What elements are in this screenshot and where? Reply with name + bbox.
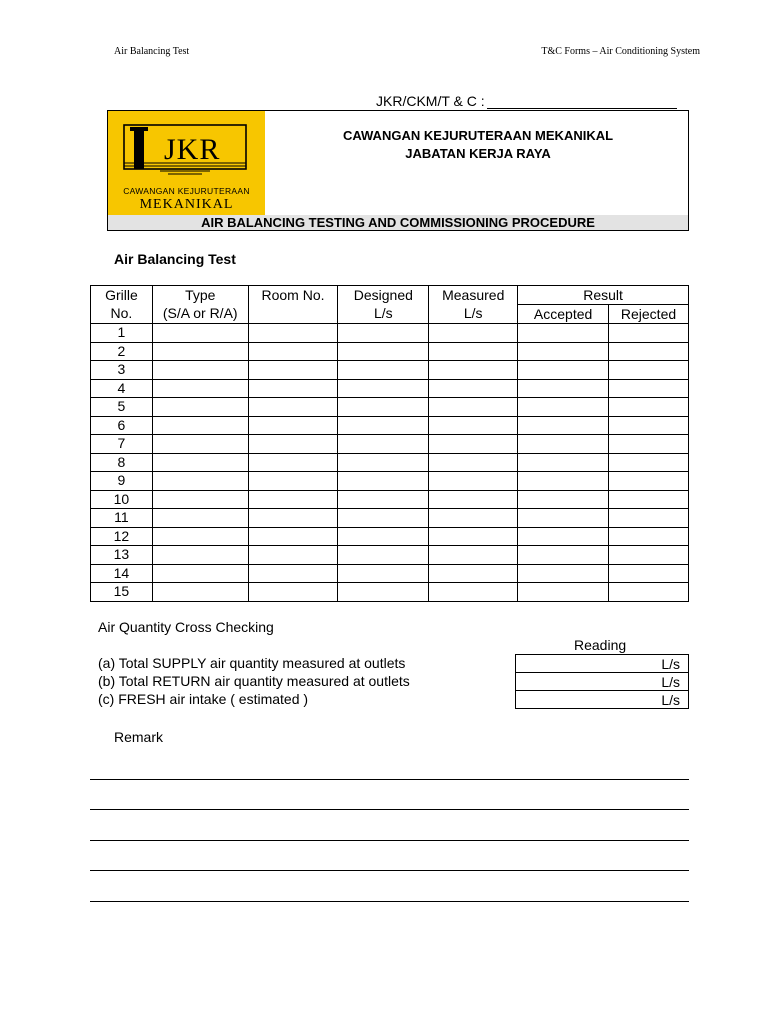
- table-row: [91, 453, 689, 472]
- designed-cell[interactable]: [338, 509, 429, 528]
- designed-cell[interactable]: [338, 527, 429, 546]
- designed-cell[interactable]: [338, 472, 429, 491]
- grille-no-cell: 11: [91, 509, 153, 528]
- reading-table: [515, 654, 689, 709]
- logo-text: JKR: [164, 133, 221, 166]
- type-cell[interactable]: [152, 490, 248, 509]
- designed-cell[interactable]: [338, 361, 429, 380]
- logo-subtitle-1: CAWANGAN KEJURUTERAAN: [123, 186, 250, 196]
- accepted-cell[interactable]: [518, 490, 609, 509]
- grille-no-cell: 14: [91, 564, 153, 583]
- rejected-cell[interactable]: [609, 324, 689, 343]
- measured-cell[interactable]: [429, 324, 518, 343]
- type-cell[interactable]: [152, 342, 248, 361]
- section-title: Air Balancing Test: [114, 251, 236, 267]
- remark-label: Remark: [114, 729, 164, 745]
- cross-check-item: (b) Total RETURN air quantity measured at outlets: [98, 673, 410, 689]
- cross-check-title: Air Quantity Cross Checking: [98, 619, 274, 635]
- department-line-2: JABATAN KERJA RAYA: [405, 146, 551, 161]
- header-rejected: Rejected: [609, 305, 689, 324]
- measured-cell[interactable]: [429, 342, 518, 361]
- rejected-cell[interactable]: [609, 472, 689, 491]
- department-line-1: CAWANGAN KEJURUTERAAN MEKANIKAL: [342, 128, 614, 143]
- reference-label: JKR/CKM/T & C :: [376, 93, 485, 109]
- grille-no-cell: 15: [91, 583, 153, 602]
- room-no-cell[interactable]: [248, 546, 338, 565]
- room-no-cell[interactable]: [248, 435, 338, 454]
- type-cell[interactable]: [152, 546, 248, 565]
- jkr-emblem-icon: [120, 119, 252, 177]
- table-row: [91, 361, 689, 380]
- type-cell[interactable]: [152, 564, 248, 583]
- table-row: [91, 435, 689, 454]
- designed-cell[interactable]: [338, 453, 429, 472]
- type-cell[interactable]: [152, 583, 248, 602]
- header-grille-no: Grille No.: [91, 286, 153, 324]
- table-row: [91, 490, 689, 509]
- procedure-title: AIR BALANCING TESTING AND COMMISSIONING PROCEDURE: [108, 215, 688, 230]
- accepted-cell[interactable]: [518, 472, 609, 491]
- accepted-cell[interactable]: [518, 453, 609, 472]
- rejected-cell[interactable]: [609, 416, 689, 435]
- type-cell[interactable]: [152, 435, 248, 454]
- accepted-cell[interactable]: [518, 546, 609, 565]
- type-cell[interactable]: [152, 453, 248, 472]
- grille-no-cell: 8: [91, 453, 153, 472]
- room-no-cell[interactable]: [248, 398, 338, 417]
- rejected-cell[interactable]: [609, 379, 689, 398]
- type-cell[interactable]: [152, 509, 248, 528]
- accepted-cell[interactable]: [518, 435, 609, 454]
- cross-check-item: (c) FRESH air intake ( estimated ): [98, 691, 309, 707]
- type-cell[interactable]: [152, 416, 248, 435]
- header-banner: [107, 110, 689, 231]
- reading-cell-fresh[interactable]: L/s: [516, 691, 689, 709]
- grille-no-cell: 2: [91, 342, 153, 361]
- room-no-cell[interactable]: [248, 453, 338, 472]
- designed-cell[interactable]: [338, 583, 429, 602]
- designed-cell[interactable]: [338, 490, 429, 509]
- grille-no-cell: 5: [91, 398, 153, 417]
- rejected-cell[interactable]: [609, 398, 689, 417]
- grille-no-cell: 1: [91, 324, 153, 343]
- remark-line[interactable]: [90, 901, 689, 902]
- grille-no-cell: 7: [91, 435, 153, 454]
- designed-cell[interactable]: [338, 546, 429, 565]
- type-cell[interactable]: [152, 361, 248, 380]
- measured-cell[interactable]: [429, 583, 518, 602]
- header-designed: Designed L/s: [338, 286, 429, 324]
- measured-cell[interactable]: [429, 546, 518, 565]
- reading-cell-supply[interactable]: L/s: [516, 655, 689, 673]
- measured-cell[interactable]: [429, 509, 518, 528]
- room-no-cell[interactable]: [248, 583, 338, 602]
- accepted-cell[interactable]: [518, 379, 609, 398]
- measured-cell[interactable]: [429, 435, 518, 454]
- measured-cell[interactable]: [429, 379, 518, 398]
- designed-cell[interactable]: [338, 416, 429, 435]
- grille-no-cell: 9: [91, 472, 153, 491]
- accepted-cell[interactable]: [518, 416, 609, 435]
- remark-line[interactable]: [90, 779, 689, 780]
- header-room-no: Room No.: [248, 286, 338, 324]
- table-row: [91, 527, 689, 546]
- rejected-cell[interactable]: [609, 546, 689, 565]
- reading-label: Reading: [574, 637, 627, 653]
- type-cell[interactable]: [152, 472, 248, 491]
- accepted-cell[interactable]: [518, 342, 609, 361]
- reference-field[interactable]: [376, 93, 677, 109]
- table-row: [91, 546, 689, 565]
- type-cell[interactable]: [152, 324, 248, 343]
- grille-no-cell: 10: [91, 490, 153, 509]
- logo-subtitle-2: MEKANIKAL: [139, 197, 234, 212]
- accepted-cell[interactable]: [518, 324, 609, 343]
- rejected-cell[interactable]: [609, 342, 689, 361]
- accepted-cell[interactable]: [518, 361, 609, 380]
- header-type: Type (S/A or R/A): [152, 286, 248, 324]
- type-cell[interactable]: [152, 527, 248, 546]
- designed-cell[interactable]: [338, 564, 429, 583]
- reference-blank-line[interactable]: [487, 94, 677, 109]
- designed-cell[interactable]: [338, 379, 429, 398]
- measured-cell[interactable]: [429, 527, 518, 546]
- grille-no-cell: 3: [91, 361, 153, 380]
- designed-cell[interactable]: [338, 342, 429, 361]
- designed-cell[interactable]: [338, 435, 429, 454]
- grille-no-cell: 12: [91, 527, 153, 546]
- remark-line[interactable]: [90, 809, 689, 810]
- accepted-cell[interactable]: [518, 564, 609, 583]
- table-row: [91, 583, 689, 602]
- measured-cell[interactable]: [429, 564, 518, 583]
- rejected-cell[interactable]: [609, 361, 689, 380]
- measured-cell[interactable]: [429, 490, 518, 509]
- grille-no-cell: 4: [91, 379, 153, 398]
- air-balancing-table: [90, 285, 689, 602]
- reading-cell-return[interactable]: L/s: [516, 673, 689, 691]
- table-row: [91, 564, 689, 583]
- designed-cell[interactable]: [338, 398, 429, 417]
- measured-cell[interactable]: [429, 398, 518, 417]
- type-cell[interactable]: [152, 398, 248, 417]
- rejected-cell[interactable]: [609, 583, 689, 602]
- type-cell[interactable]: [152, 379, 248, 398]
- room-no-cell[interactable]: [248, 490, 338, 509]
- measured-cell[interactable]: [429, 453, 518, 472]
- department-name: [266, 127, 690, 163]
- table-row: [91, 472, 689, 491]
- room-no-cell[interactable]: [248, 361, 338, 380]
- table-row: [91, 379, 689, 398]
- rejected-cell[interactable]: [609, 453, 689, 472]
- header-measured: Measured L/s: [429, 286, 518, 324]
- room-no-cell[interactable]: [248, 472, 338, 491]
- remark-line[interactable]: [90, 840, 689, 841]
- room-no-cell[interactable]: [248, 416, 338, 435]
- grille-no-cell: 6: [91, 416, 153, 435]
- room-no-cell[interactable]: [248, 379, 338, 398]
- room-no-cell[interactable]: [248, 527, 338, 546]
- accepted-cell[interactable]: [518, 398, 609, 417]
- rejected-cell[interactable]: [609, 527, 689, 546]
- cross-check-item: (a) Total SUPPLY air quantity measured at outlets: [98, 655, 406, 671]
- room-no-cell[interactable]: [248, 564, 338, 583]
- accepted-cell[interactable]: [518, 509, 609, 528]
- accepted-cell[interactable]: [518, 527, 609, 546]
- page-header-right: T&C Forms – Air Conditioning System: [541, 46, 700, 57]
- remark-line[interactable]: [90, 870, 689, 871]
- rejected-cell[interactable]: [609, 490, 689, 509]
- designed-cell[interactable]: [338, 324, 429, 343]
- header-result: Result: [518, 286, 689, 305]
- table-row: [91, 416, 689, 435]
- table-row: [91, 342, 689, 361]
- header-accepted: Accepted: [518, 305, 609, 324]
- measured-cell[interactable]: [429, 361, 518, 380]
- grille-no-cell: 13: [91, 546, 153, 565]
- room-no-cell[interactable]: [248, 324, 338, 343]
- table-row: [91, 509, 689, 528]
- room-no-cell[interactable]: [248, 509, 338, 528]
- measured-cell[interactable]: [429, 416, 518, 435]
- table-row: [91, 398, 689, 417]
- measured-cell[interactable]: [429, 472, 518, 491]
- rejected-cell[interactable]: [609, 509, 689, 528]
- table-row: [91, 324, 689, 343]
- room-no-cell[interactable]: [248, 342, 338, 361]
- page-header-left: Air Balancing Test: [114, 46, 190, 57]
- accepted-cell[interactable]: [518, 583, 609, 602]
- jkr-logo: [108, 111, 265, 215]
- rejected-cell[interactable]: [609, 435, 689, 454]
- rejected-cell[interactable]: [609, 564, 689, 583]
